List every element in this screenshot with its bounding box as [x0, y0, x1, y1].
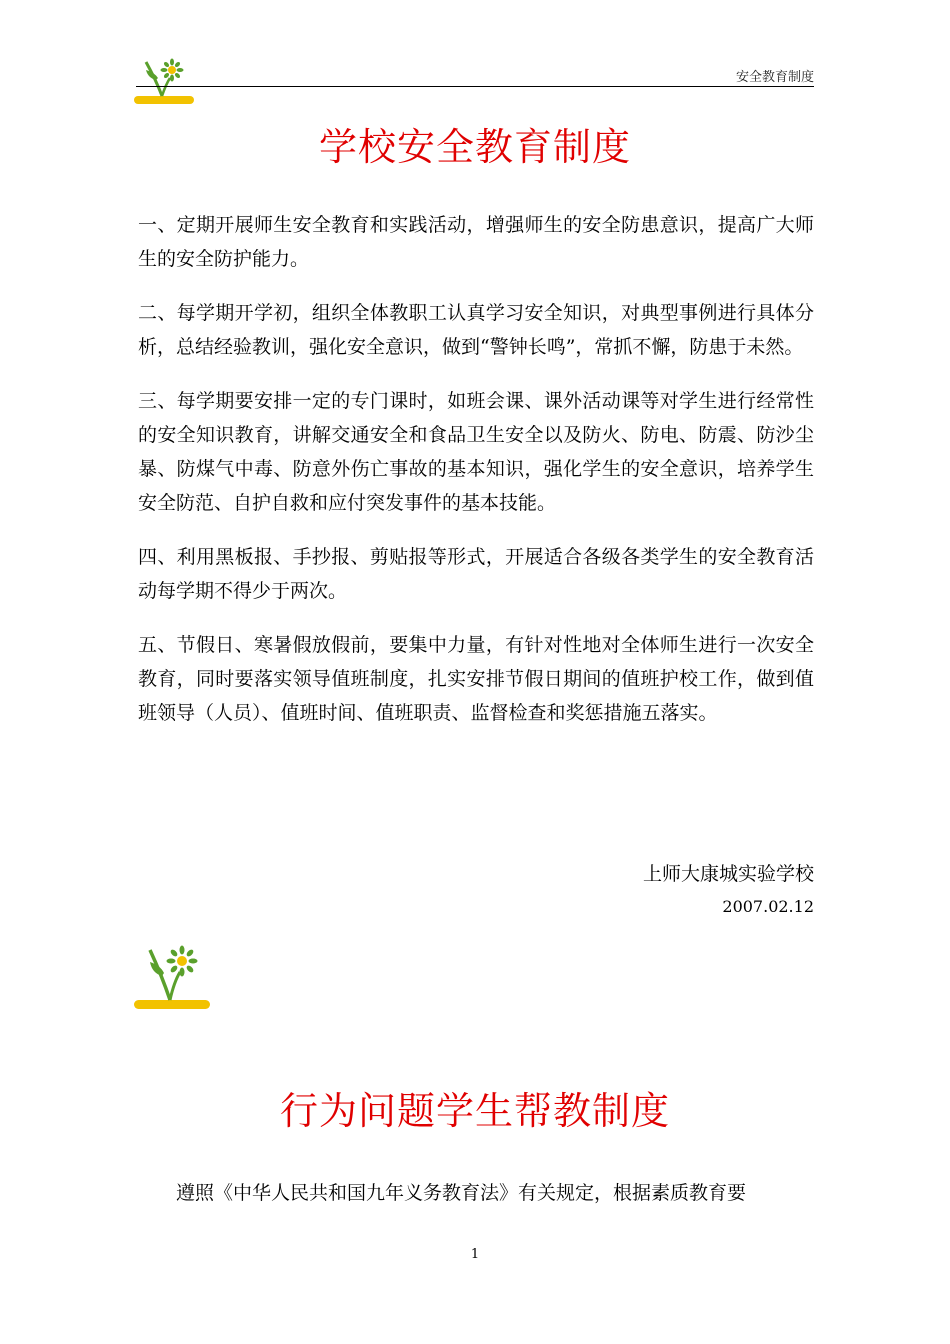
section1-title: 学校安全教育制度 — [318, 125, 631, 169]
paragraph-2: 二、每学期开学初，组织全体教职工认真学习安全知识，对典型事例进行具体分析，总结经验教训，强化安全意识，做到“警钟长鸣”，常抓不懈，防患于未然。 — [138, 302, 814, 358]
header-title: 安全教育制度 — [735, 70, 814, 85]
paragraph-3: 三、每学期要安排一定的专门课时，如班会课、课外活动课等对学生进行经常性的安全知识教育，讲解交通安全和食品卫生安全以及防火、防电、防震、防沙尘暴、防煤气中毒、防意外伤亡事故的基本知识，强化学生的安全意识，培养学生安全防范、自护自救和应付突发事件的基本技能。 — [138, 390, 814, 514]
section1-body — [138, 208, 814, 750]
paragraph-1: 一、定期开展师生安全教育和实践活动，增强师生的安全防患意识，提高广大师生的安全防护能力。 — [138, 214, 814, 270]
signature-school: 上师大康城实验学校 — [642, 863, 814, 885]
school-logo-icon — [132, 942, 212, 1014]
section2-intro: 遵照《中华人民共和国九年义务教育法》有关规定，根据素质教育要 — [176, 1182, 747, 1204]
paragraph-4: 四、利用黑板报、手抄报、剪贴报等形式，开展适合各级各类学生的安全教育活动每学期不得少于两次。 — [138, 546, 814, 602]
header-divider — [136, 86, 814, 87]
section2-title: 行为问题学生帮教制度 — [279, 1089, 670, 1133]
page-number: 1 — [470, 1247, 480, 1262]
paragraph-5: 五、节假日、寒暑假放假前，要集中力量，有针对性地对全体师生进行一次安全教育，同时要落实领导值班制度，扎实安排节假日期间的值班护校工作，做到值班领导（人员）、值班时间、值班职责、监督检查和奖惩措施五落实。 — [138, 634, 814, 724]
signature-date: 2007.02.12 — [722, 897, 814, 916]
school-logo-icon — [132, 56, 196, 108]
